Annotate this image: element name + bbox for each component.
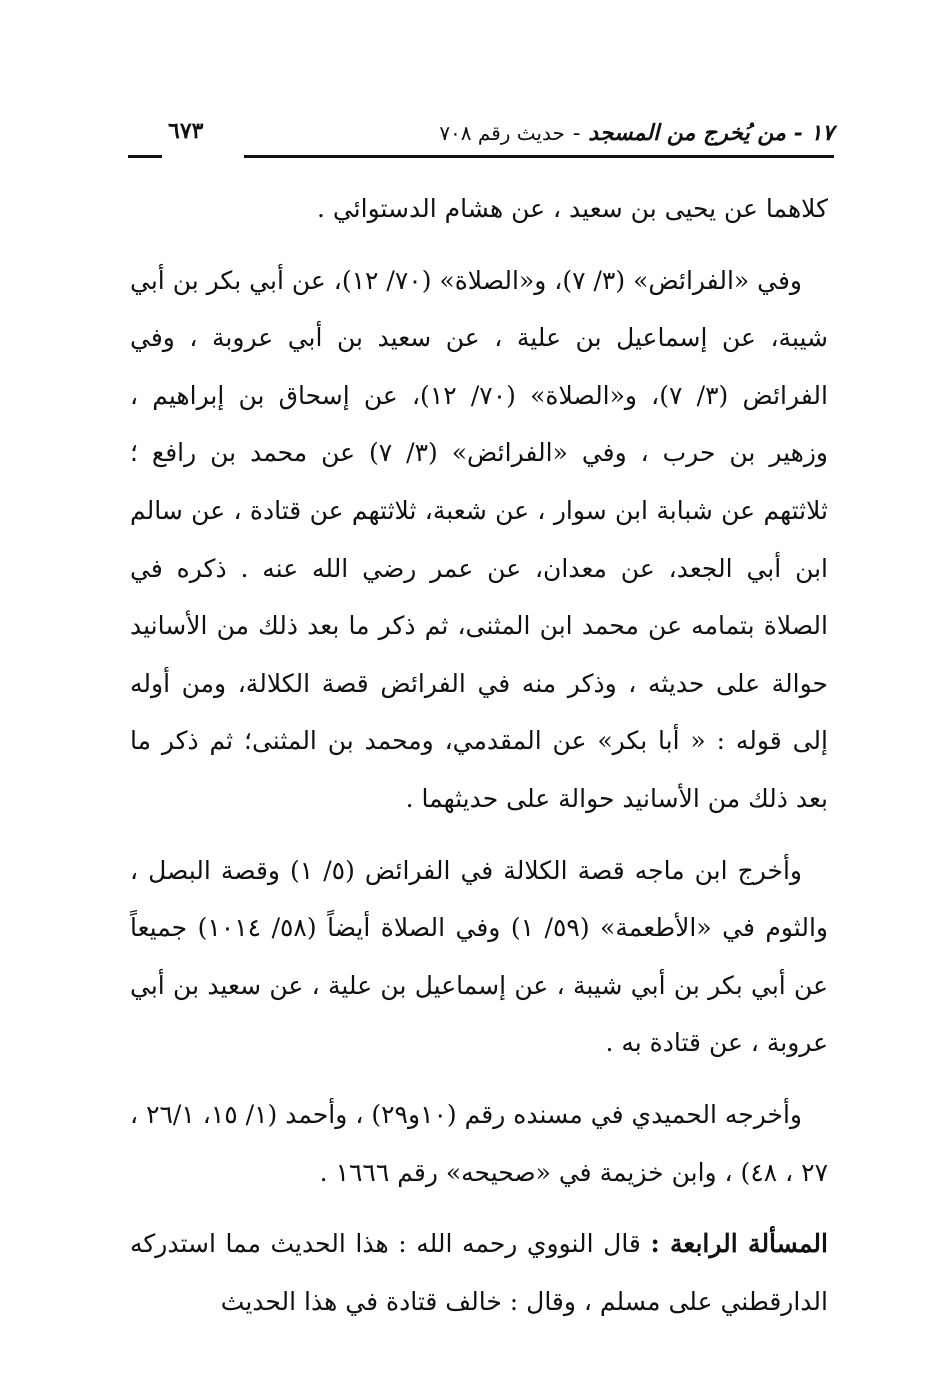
chapter-title <box>439 120 834 146</box>
paragraph-5-text: قال النووي رحمه الله : هذا الحديث مما استدركه الدارقطني على مسلم ، وقال : خالف قتادة في هذا الحديث <box>130 1229 828 1316</box>
paragraph-1: كلاهما عن يحيى بن سعيد ، عن هشام الدستوائي . <box>316 194 828 223</box>
chapter-title-text: ١٧ - من يُخرج من المسجد <box>588 120 834 146</box>
paragraph-3: وأخرج ابن ماجه قصة الكلالة في الفرائض (٥/ ١) وقصة البصل ، والثوم في «الأطعمة» (٥٩/ ١) وفي الصلاة أيضاً (٥٨/ ١٠١٤) جميعاً عن أبي بكر بن أبي شيبة ، عن إسماعيل بن علية ، عن سعيد بن أبي عروبة ، عن قتادة به . <box>130 855 828 1058</box>
paragraph-5 <box>130 1215 828 1330</box>
paragraph-4: وأخرجه الحميدي في مسنده رقم (١٠و٢٩) ، وأحمد (١/ ١٥، ٢٦/١ ، ٢٧ ، ٤٨) ، وابن خزيمة في «صحيحه» رقم ١٦٦٦ . <box>130 1099 828 1187</box>
hadith-reference: حديث رقم ٧٠٨ <box>439 121 565 145</box>
paragraph-2: وفي «الفرائض» (٣/ ٧)، و«الصلاة» (٧٠/ ١٢)، عن أبي بكر بن أبي شيبة، عن إسماعيل بن علية ، عن سعيد بن أبي عروبة ، وفي الفرائض (٣/ ٧)، و«الصلاة» (٧٠/ ١٢)، عن إسحاق بن إبراهيم ، وزهير بن حرب ، وفي «الفرائض» (٣/ ٧) عن محمد بن رافع ؛ ثلاثتهم عن شبابة ابن سوار ، عن شعبة، ثلاثتهم عن قتادة ، عن سالم ابن أبي الجعد، عن معدان، عن عمر رضي الله عنه . ذكره في الصلاة بتمامه عن محمد ابن المثنى، ثم ذكر ما بعد ذلك من الأسانيد حوالة على حديثه ، وذكر منه في الفرائض قصة الكلالة، ومن أوله إلى قوله : « أبا بكر» عن المقدمي، ومحمد بن المثنى؛ ثم ذكر ما بعد ذلك من الأسانيد حوالة على حديثهما . <box>130 265 828 813</box>
page-number: ٦٧٣ <box>168 118 204 144</box>
section-heading: المسألة الرابعة : <box>650 1229 828 1259</box>
running-header <box>128 118 834 162</box>
header-separator: - <box>572 121 581 146</box>
header-rule <box>244 155 834 158</box>
body-text <box>130 180 828 1330</box>
page-number-rule <box>128 155 162 158</box>
